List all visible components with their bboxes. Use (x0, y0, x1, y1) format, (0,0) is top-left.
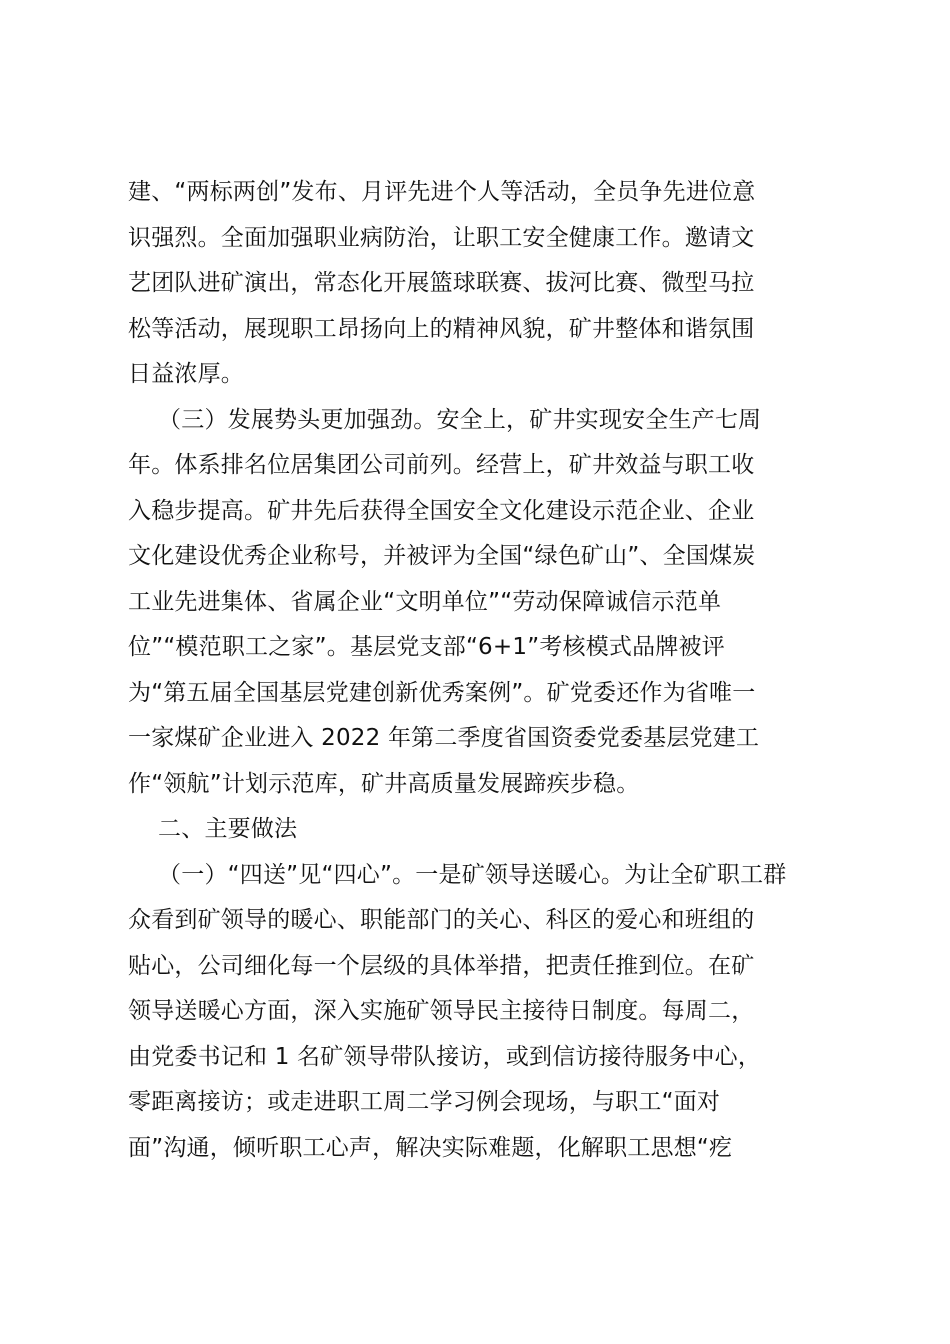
body-text (128, 170, 848, 1171)
text-line: 为“第五届全国基层党建创新优秀案例”。矿党委还作为省唯一 (128, 679, 756, 706)
text-line: 贴心，公司细化每一个层级的具体举措，把责任推到位。在矿 (128, 952, 755, 979)
text-line: 一家煤矿企业进入 2022 年第二季度省国资委党委基层党建工 (128, 725, 760, 751)
section-title: 二、主要做法 (128, 816, 298, 842)
text-line: 建、“两标两创”发布、月评先进个人等活动，全员争先进位意 (128, 179, 756, 205)
text-line: 位”“模范职工之家”。基层党支部“6+1”考核模式品牌被评 (128, 634, 725, 660)
text-line: 艺团队进矿演出，常态化开展篮球联赛、拔河比赛、微型马拉 (128, 270, 755, 296)
text-line: 工业先进集体、省属企业“文明单位”“劳动保障诚信示范单 (128, 588, 722, 615)
text-line: 年。体系排名位居集团公司前列。经营上，矿井效益与职工收 (128, 452, 755, 478)
text-line: 零距离接访；或走进职工周二学习例会现场，与职工“面对 (128, 1089, 721, 1115)
text-line: 面”沟通，倾听职工心声，解决实际难题，化解职工思想“疙 (128, 1134, 733, 1161)
section-heading-line: （三）发展势头更加强劲。安全上，矿井实现安全生产七周 (128, 406, 762, 433)
section-heading-line: （一）“四送”见“四心”。一是矿领导送暖心。为让全矿职工群 (128, 861, 787, 888)
text-line: 众看到矿领导的暖心、职能部门的关心、科区的爱心和班组的 (128, 907, 755, 933)
text-line: 作“领航”计划示范库，矿井高质量发展蹄疾步稳。 (128, 770, 640, 797)
text-line: 领导送暖心方面，深入实施矿领导民主接待日制度。每周二， (128, 998, 755, 1024)
text-line: 识强烈。全面加强职业病防治，让职工安全健康工作。邀请文 (128, 224, 755, 251)
text-line: 日益浓厚。 (128, 361, 244, 387)
text-line: 由党委书记和 1 名矿领导带队接访，或到信访接待服务中心， (128, 1043, 762, 1070)
text-line: 入稳步提高。矿井先后获得全国安全文化建设示范企业、企业 (128, 497, 755, 524)
text-line: 文化建设优秀企业称号，并被评为全国“绿色矿山”、全国煤炭 (128, 543, 756, 569)
text-line: 松等活动，展现职工昂扬向上的精神风貌，矿井整体和谐氛围 (128, 315, 755, 342)
